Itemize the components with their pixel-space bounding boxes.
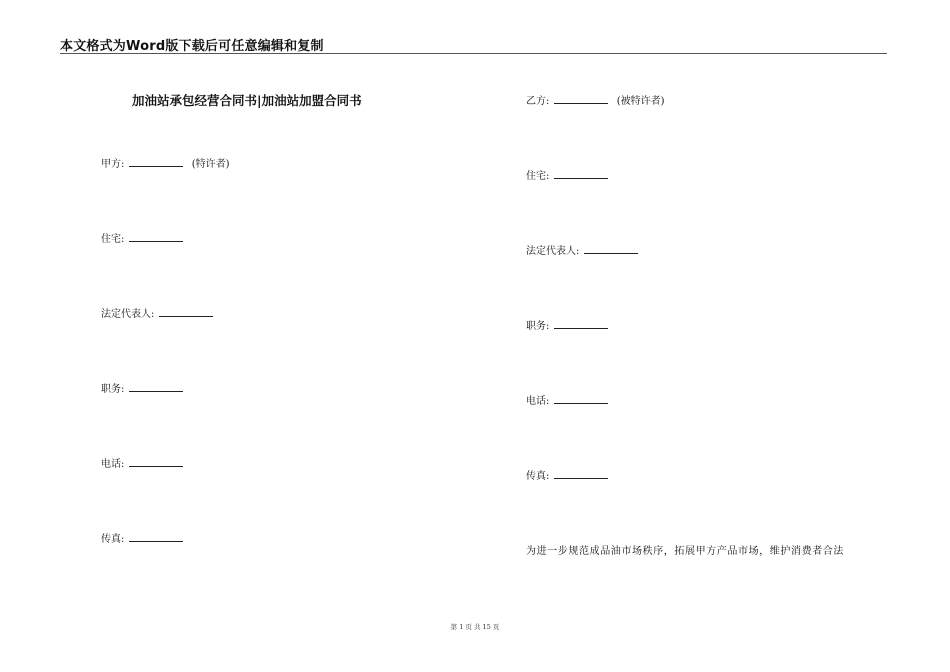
blank-line bbox=[129, 530, 183, 542]
body-paragraph: 为进一步规范成品油市场秩序，拓展甲方产品市场，维护消费者合法 bbox=[526, 546, 844, 557]
blank-line bbox=[584, 242, 638, 254]
party-b-phone-field bbox=[526, 392, 608, 409]
blank-line bbox=[129, 380, 183, 392]
header-text: 本文格式为Word版下载后可任意编辑和复制 bbox=[60, 39, 324, 54]
blank-line bbox=[554, 392, 608, 404]
party-b-note: (被特许者) bbox=[616, 96, 665, 107]
party-a-field bbox=[101, 155, 230, 172]
field-label: 传真: bbox=[526, 471, 550, 482]
field-label: 法定代表人: bbox=[101, 309, 155, 320]
party-a-legal-rep-field bbox=[101, 305, 213, 322]
field-label: 住宅: bbox=[526, 171, 550, 182]
blank-line bbox=[554, 467, 608, 479]
page-number-footer: 第 1 页 共 15 页 bbox=[450, 623, 500, 631]
field-label: 职务: bbox=[101, 384, 125, 395]
party-a-fax-field bbox=[101, 530, 183, 547]
blank-line bbox=[554, 317, 608, 329]
party-b-address-field bbox=[526, 167, 608, 184]
field-label: 职务: bbox=[526, 321, 550, 332]
party-a-note: (特许者) bbox=[191, 159, 230, 170]
field-label: 电话: bbox=[101, 459, 125, 470]
party-b-fax-field bbox=[526, 467, 608, 484]
field-label: 传真: bbox=[101, 534, 125, 545]
party-a-address-field bbox=[101, 230, 183, 247]
party-b-legal-rep-field bbox=[526, 242, 638, 259]
field-label: 电话: bbox=[526, 396, 550, 407]
field-label: 住宅: bbox=[101, 234, 125, 245]
blank-line bbox=[129, 230, 183, 242]
party-b-field bbox=[526, 92, 665, 109]
party-a-position-field bbox=[101, 380, 183, 397]
blank-line bbox=[129, 455, 183, 467]
party-b-label: 乙方: bbox=[526, 96, 550, 107]
party-a-phone-field bbox=[101, 455, 183, 472]
party-b-position-field bbox=[526, 317, 608, 334]
field-label: 法定代表人: bbox=[526, 246, 580, 257]
blank-line bbox=[554, 167, 608, 179]
party-a-blank-line bbox=[129, 155, 183, 167]
page-header bbox=[60, 35, 887, 54]
blank-line bbox=[159, 305, 213, 317]
document-title: 加油站承包经营合同书|加油站加盟合同书 bbox=[132, 93, 362, 108]
party-b-blank-line bbox=[554, 92, 608, 104]
party-a-label: 甲方: bbox=[101, 159, 125, 170]
